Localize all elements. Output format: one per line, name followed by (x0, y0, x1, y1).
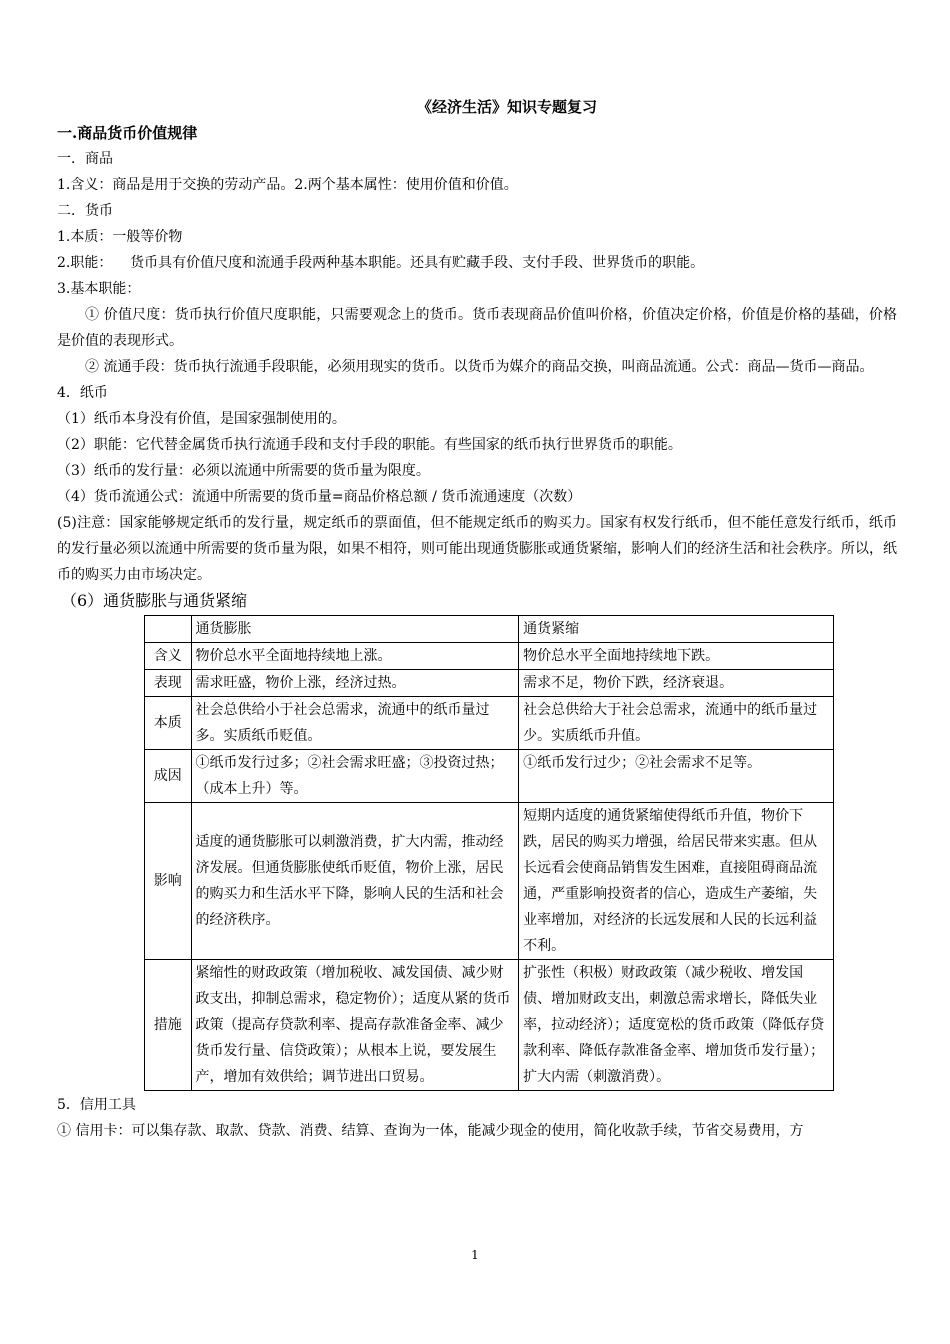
table-row (145, 960, 834, 1091)
credit-card-paragraph: ① 信用卡：可以集存款、取款、贷款、消费、结算、查询为一体，能减少现金的使用，简化收款手续，节省交易费用，方 (57, 1123, 804, 1139)
money-functions: 2.职能： 货币具有价值尺度和流通手段两种基本职能。还具有贮藏手段、支付手段、世界货币的职能。 (57, 255, 705, 271)
goods-text: 1.含义：商品是用于交换的劳动产品。2.两个基本属性：使用价值和价值。 (57, 177, 518, 193)
deflation-cell: 短期内适度的通货紧缩使得纸币升值，物价下跌，居民的购买力增强，给居民带来实惠。但从长远看会使商品销售发生困难，直接阻碍商品流通，严重影响投资者的信心，造成生产萎缩，失业率增加，对经济的长远发展和人民的长远利益不利。 (519, 803, 834, 960)
page-number: 1 (471, 1248, 479, 1262)
inflation-deflation-table (144, 615, 834, 1091)
section-heading: 一.商品货币价值规律 (57, 124, 198, 142)
basic-functions-heading: 3.基本职能： (57, 281, 141, 297)
paper-money-point-2: （2）职能：它代替金属货币执行流通手段和支付手段的职能。有些国家的纸币执行世界货币的职能。 (57, 437, 682, 453)
row-label: 影响 (145, 803, 192, 960)
row-label: 成因 (145, 750, 192, 803)
deflation-cell: 扩张性（积极）财政政策（减少税收、增发国债、增加财政支出，刺激总需求增长，降低失业率，拉动经济）；适度宽松的货币政策（降低存贷款利率、降低存款准备金率、增加货币发行量）；扩大内需（刺激消费）。 (519, 960, 834, 1091)
table-header-row (145, 616, 834, 643)
table-row (145, 670, 834, 697)
paper-money-point-3: （3）纸币的发行量：必须以流通中所需要的货币量为限度。 (57, 463, 430, 479)
paper-money-heading: 4．纸币 (57, 385, 108, 401)
row-label: 本质 (145, 697, 192, 750)
inflation-deflation-heading: （6）通货膨胀与通货紧缩 (61, 591, 248, 610)
inflation-cell: 适度的通货膨胀可以刺激消费，扩大内需，推动经济发展。但通货膨胀使纸币贬值，物价上涨，居民的购买力和生活水平下降，影响人民的生活和社会的经济秩序。 (191, 803, 519, 960)
row-label: 含义 (145, 643, 192, 670)
row-label: 措施 (145, 960, 192, 1091)
deflation-cell: 物价总水平全面地持续地下跌。 (519, 643, 834, 670)
table-row (145, 803, 834, 960)
column-header-deflation: 通货紧缩 (519, 616, 834, 643)
deflation-cell: ①纸币发行过少；②社会需求不足等。 (519, 750, 834, 803)
paper-money-point-5: (5)注意：国家能够规定纸币的发行量，规定纸币的票面值，但不能规定纸币的购买力。国家有权发行纸币，但不能任意发行纸币，纸币的发行量必须以流通中所需要的货币量为限，如果不相符，则可能出现通货膨胀或通货紧缩，影响人们的经济生活和社会秩序。所以，纸币的购买力由市场决定。 (57, 515, 897, 583)
paper-money-point-1: （1）纸币本身没有价值，是国家强制使用的。 (57, 411, 346, 427)
value-measure-paragraph: ① 价值尺度：货币执行价值尺度职能，只需要观念上的货币。货币表现商品价值叫价格，价值决定价格，价值是价格的基础，价格是价值的表现形式。 (57, 307, 897, 349)
money-heading: 二．货币 (57, 203, 113, 219)
table-row (145, 750, 834, 803)
credit-tools-heading: 5．信用工具 (57, 1097, 136, 1113)
table-row (145, 697, 834, 750)
money-essence: 1.本质：一般等价物 (57, 229, 183, 245)
deflation-cell: 社会总供给大于社会总需求，流通中的纸币量过少。实质纸币升值。 (519, 697, 834, 750)
inflation-cell: ①纸币发行过多；②社会需求旺盛；③投资过热；（成本上升）等。 (191, 750, 519, 803)
inflation-cell: 物价总水平全面地持续地上涨。 (191, 643, 519, 670)
inflation-cell: 紧缩性的财政政策（增加税收、减发国债、减少财政支出，抑制总需求，稳定物价）；适度从紧的货币政策（提高存贷款利率、提高存款准备金率、减少货币发行量、信贷政策）；从根本上说，要发展生产，增加有效供给；调节进出口贸易。 (191, 960, 519, 1091)
row-label: 表现 (145, 670, 192, 697)
column-header-inflation: 通货膨胀 (191, 616, 519, 643)
goods-heading: 一．商品 (57, 151, 113, 167)
document-title: 《经济生活》知识专题复习 (416, 98, 597, 116)
paper-money-point-4: （4）货币流通公式：流通中所需要的货币量=商品价格总额 / 货币流通速度（次数） (57, 489, 582, 505)
table-corner-cell (145, 616, 192, 643)
inflation-cell: 社会总供给小于社会总需求，流通中的纸币量过多。实质纸币贬值。 (191, 697, 519, 750)
document-body (57, 94, 897, 1144)
circulation-paragraph: ② 流通手段：货币执行流通手段职能，必须用现实的货币。以货币为媒介的商品交换，叫商品流通。公式：商品—货币—商品。 (85, 359, 874, 375)
table-row (145, 643, 834, 670)
inflation-cell: 需求旺盛，物价上涨，经济过热。 (191, 670, 519, 697)
deflation-cell: 需求不足，物价下跌，经济衰退。 (519, 670, 834, 697)
